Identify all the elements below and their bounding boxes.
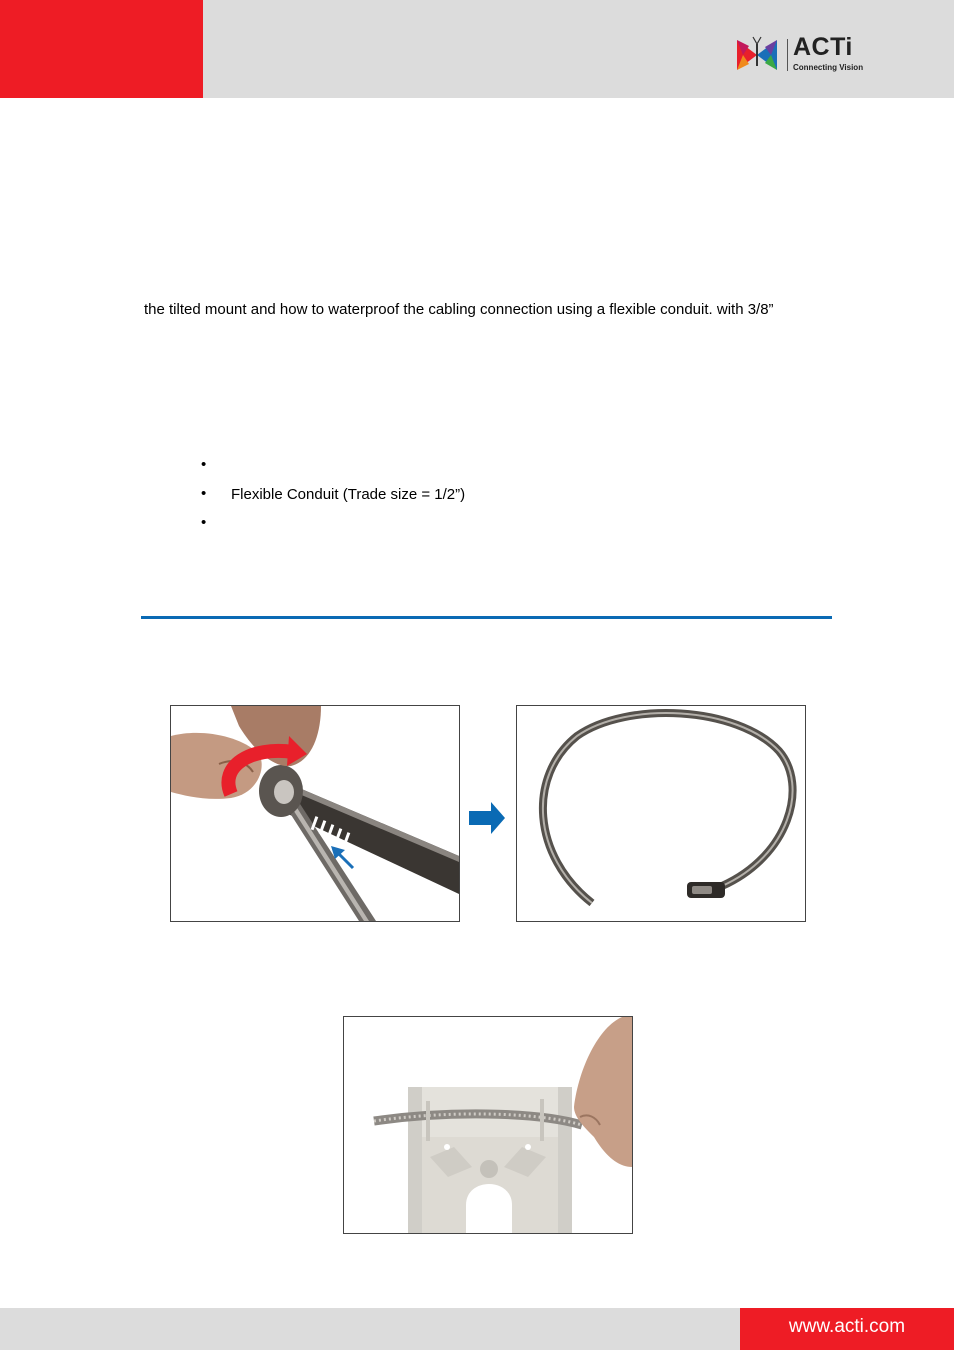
clamp-loosen-photo [170,705,460,922]
logo-divider [787,39,788,71]
butterfly-logo-icon [735,36,785,74]
section-divider-rule [141,616,832,619]
brand-name: ACTi [793,33,853,61]
bullet-3-dot: • [201,514,207,531]
intro-paragraph-line: the tilted mount and how to waterproof the cabling connection using a flexible conduit. with 3/8” [144,301,774,318]
open-clamp-band-photo [517,706,805,921]
bullet-2-dot: • [201,485,207,502]
arrow-right-icon [469,802,505,839]
bullet-1-dot: • [201,456,207,473]
open-band-photo [516,705,806,922]
brand-tagline: Connecting Vision [793,63,864,72]
bracket-band-photo [343,1016,633,1234]
brand-logo [735,33,875,76]
mount-bracket-band-photo [344,1017,632,1233]
header-red-block [0,0,203,98]
bullet-2-text: Flexible Conduit (Trade size = 1/2”) [231,486,466,503]
hose-clamp-loosen-photo [171,706,459,921]
footer-website-link[interactable]: www.acti.com [788,1316,906,1337]
